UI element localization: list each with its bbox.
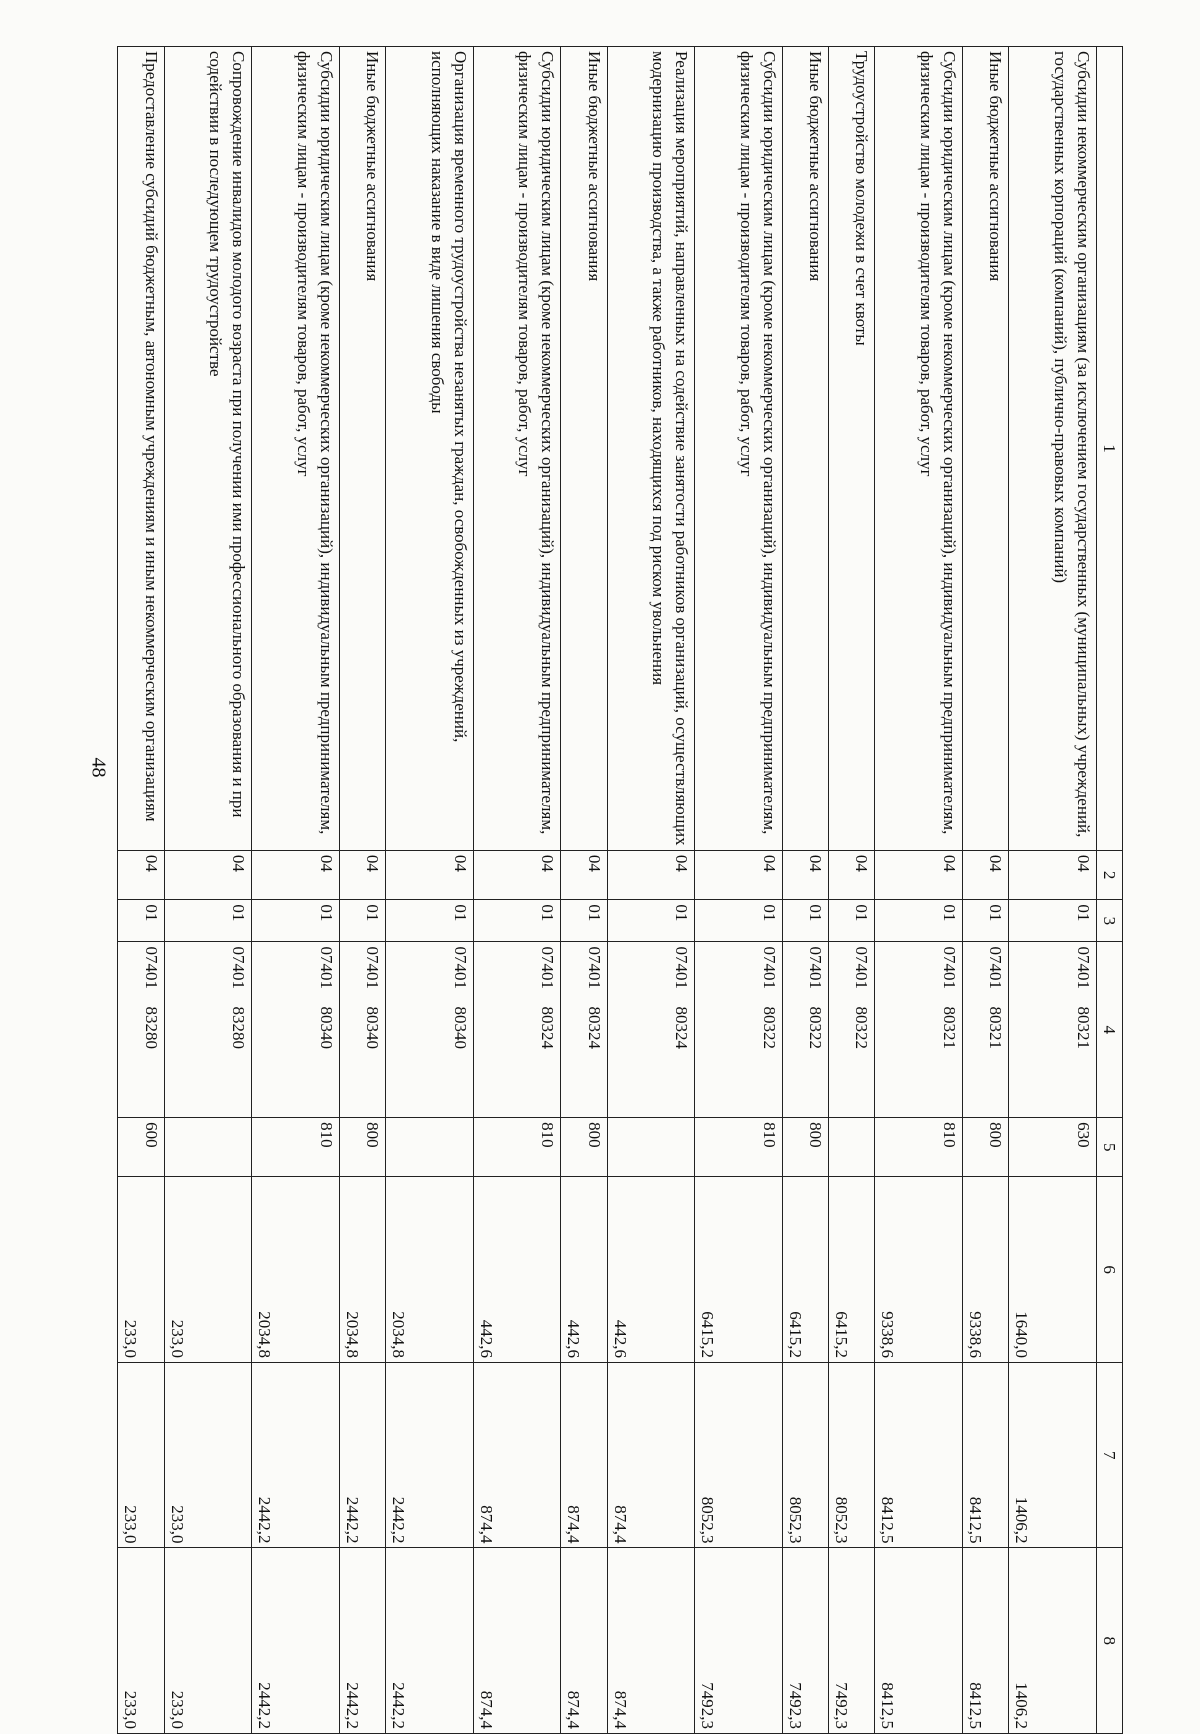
row-amount-7: 2442,2 bbox=[339, 1362, 385, 1548]
row-program-code: 07401 bbox=[363, 946, 383, 989]
row-expense-type: 810 bbox=[473, 1118, 561, 1177]
row-target-article bbox=[695, 942, 783, 1118]
row-name: Иные бюджетные ассигнования bbox=[339, 47, 385, 851]
table-row bbox=[386, 47, 474, 1734]
row-amount-8: 7492,3 bbox=[695, 1548, 783, 1734]
table-row bbox=[1009, 47, 1097, 1734]
row-amount-7: 8052,3 bbox=[695, 1362, 783, 1548]
row-program-code: 07401 bbox=[806, 946, 826, 989]
table-row bbox=[252, 47, 340, 1734]
row-subsection: 01 bbox=[386, 900, 474, 942]
row-section: 04 bbox=[386, 850, 474, 899]
row-name: Иные бюджетные ассигнования bbox=[782, 47, 828, 851]
row-amount-8: 1406,2 bbox=[1009, 1548, 1097, 1734]
row-direction-code: 80321 bbox=[986, 1006, 1006, 1049]
row-program-code: 07401 bbox=[852, 946, 872, 989]
row-target-article bbox=[875, 942, 963, 1118]
row-amount-8: 874,4 bbox=[561, 1548, 607, 1734]
row-expense-type bbox=[607, 1118, 695, 1177]
row-subsection: 01 bbox=[561, 900, 607, 942]
row-subsection: 01 bbox=[1009, 900, 1097, 942]
row-section: 04 bbox=[1009, 850, 1097, 899]
row-name: Субсидии юридическим лицам (кроме некоммерческих организаций), индивидуальным предпринимателям, физическим лицам - производителям товаров, работ, услуг bbox=[875, 47, 963, 851]
row-direction-code: 80340 bbox=[450, 1006, 470, 1049]
row-target-article bbox=[118, 942, 165, 1118]
row-expense-type bbox=[829, 1118, 875, 1177]
row-direction-code: 80322 bbox=[852, 1006, 872, 1049]
row-expense-type: 800 bbox=[963, 1118, 1009, 1177]
row-section: 04 bbox=[875, 850, 963, 899]
row-section: 04 bbox=[782, 850, 828, 899]
row-direction-code: 80340 bbox=[316, 1006, 336, 1049]
row-amount-6: 1640,0 bbox=[1009, 1177, 1097, 1363]
row-direction-code: 80324 bbox=[584, 1006, 604, 1049]
row-amount-8: 7492,3 bbox=[829, 1548, 875, 1734]
row-program-code: 07401 bbox=[141, 946, 161, 989]
table-row bbox=[782, 47, 828, 1734]
row-name: Субсидии юридическим лицам (кроме некоммерческих организаций), индивидуальным предпринимателям, физическим лицам - производителям товаров, работ, услуг bbox=[695, 47, 783, 851]
row-target-article bbox=[339, 942, 385, 1118]
row-program-code: 07401 bbox=[672, 946, 692, 989]
row-expense-type bbox=[164, 1118, 252, 1177]
row-amount-7: 874,4 bbox=[607, 1362, 695, 1548]
row-target-article bbox=[963, 942, 1009, 1118]
row-section: 04 bbox=[607, 850, 695, 899]
row-name: Субсидии некоммерческим организациям (за исключением государственных (муниципальных) учреждений, государственных корпораций (компаний), публично-правовых компаний) bbox=[1009, 47, 1097, 851]
header-row bbox=[1097, 47, 1123, 1734]
header-cell-5: 5 bbox=[1097, 1118, 1123, 1177]
row-target-article bbox=[386, 942, 474, 1118]
row-subsection: 01 bbox=[875, 900, 963, 942]
row-name: Субсидии юридическим лицам (кроме некоммерческих организаций), индивидуальным предпринимателям, физическим лицам - производителям товаров, работ, услуг bbox=[252, 47, 340, 851]
row-name: Организация временного трудоустройства незанятых граждан, освобожденных из учреждений, исполняющих наказание в виде лишения свободы bbox=[386, 47, 474, 851]
row-program-code: 07401 bbox=[1074, 946, 1093, 989]
row-subsection: 01 bbox=[963, 900, 1009, 942]
row-direction-code: 80322 bbox=[806, 1006, 826, 1049]
row-amount-7: 874,4 bbox=[473, 1362, 561, 1548]
row-name: Реализация мероприятий, направленных на содействие занятости работников организаций, осуществляющих модернизацию производства, а также работников, находящихся под риском увольнения bbox=[607, 47, 695, 851]
row-name: Иные бюджетные ассигнования bbox=[963, 47, 1009, 851]
row-expense-type: 810 bbox=[875, 1118, 963, 1177]
row-amount-8: 2442,2 bbox=[339, 1548, 385, 1734]
row-amount-6: 6415,2 bbox=[782, 1177, 828, 1363]
row-amount-6: 442,6 bbox=[473, 1177, 561, 1363]
row-program-code: 07401 bbox=[229, 946, 249, 989]
row-amount-6: 442,6 bbox=[561, 1177, 607, 1363]
header-cell-7: 7 bbox=[1097, 1362, 1123, 1548]
row-amount-8: 233,0 bbox=[164, 1548, 252, 1734]
row-direction-code: 80324 bbox=[538, 1006, 558, 1049]
row-target-article bbox=[473, 942, 561, 1118]
row-section: 04 bbox=[118, 850, 165, 899]
row-amount-7: 2442,2 bbox=[386, 1362, 474, 1548]
row-expense-type: 600 bbox=[118, 1118, 165, 1177]
row-program-code: 07401 bbox=[759, 946, 779, 989]
row-amount-6: 442,6 bbox=[607, 1177, 695, 1363]
row-target-article bbox=[1009, 942, 1097, 1118]
row-program-code: 07401 bbox=[940, 946, 960, 989]
table-row bbox=[695, 47, 783, 1734]
row-subsection: 01 bbox=[252, 900, 340, 942]
row-name: Иные бюджетные ассигнования bbox=[561, 47, 607, 851]
row-direction-code: 80322 bbox=[759, 1006, 779, 1049]
row-target-article bbox=[561, 942, 607, 1118]
row-amount-6: 9338,6 bbox=[963, 1177, 1009, 1363]
table-row bbox=[963, 47, 1009, 1734]
row-amount-6: 6415,2 bbox=[695, 1177, 783, 1363]
row-target-article bbox=[607, 942, 695, 1118]
budget-table bbox=[117, 46, 1123, 1734]
row-expense-type bbox=[386, 1118, 474, 1177]
row-target-article bbox=[252, 942, 340, 1118]
table-row bbox=[875, 47, 963, 1734]
table-row bbox=[164, 47, 252, 1734]
row-amount-6: 233,0 bbox=[164, 1177, 252, 1363]
row-amount-6: 233,0 bbox=[118, 1177, 165, 1363]
row-amount-7: 8412,5 bbox=[875, 1362, 963, 1548]
row-amount-8: 874,4 bbox=[473, 1548, 561, 1734]
header-cell-4: 4 bbox=[1097, 942, 1123, 1118]
row-subsection: 01 bbox=[339, 900, 385, 942]
row-name: Субсидии юридическим лицам (кроме некоммерческих организаций), индивидуальным предпринимателям, физическим лицам - производителям товаров, работ, услуг bbox=[473, 47, 561, 851]
row-name: Сопровождение инвалидов молодого возраста при получении ими профессионального образования и при содействии в последующем трудоустройстве bbox=[164, 47, 252, 851]
header-cell-2: 2 bbox=[1097, 850, 1123, 899]
row-amount-7: 874,4 bbox=[561, 1362, 607, 1548]
row-section: 04 bbox=[695, 850, 783, 899]
row-amount-7: 233,0 bbox=[164, 1362, 252, 1548]
row-amount-8: 8412,5 bbox=[963, 1548, 1009, 1734]
row-amount-6: 2034,8 bbox=[339, 1177, 385, 1363]
row-amount-7: 8052,3 bbox=[829, 1362, 875, 1548]
row-program-code: 07401 bbox=[316, 946, 336, 989]
table-row bbox=[607, 47, 695, 1734]
row-target-article bbox=[782, 942, 828, 1118]
row-amount-6: 2034,8 bbox=[386, 1177, 474, 1363]
row-subsection: 01 bbox=[607, 900, 695, 942]
row-target-article bbox=[829, 942, 875, 1118]
row-section: 04 bbox=[473, 850, 561, 899]
row-section: 04 bbox=[561, 850, 607, 899]
row-expense-type: 800 bbox=[782, 1118, 828, 1177]
row-name: Трудоустройство молодежи в счет квоты bbox=[829, 47, 875, 851]
header-cell-1: 1 bbox=[1097, 47, 1123, 851]
row-program-code: 07401 bbox=[986, 946, 1006, 989]
row-amount-8: 2442,2 bbox=[386, 1548, 474, 1734]
row-amount-8: 8412,5 bbox=[875, 1548, 963, 1734]
row-expense-type: 630 bbox=[1009, 1118, 1097, 1177]
row-expense-type: 810 bbox=[252, 1118, 340, 1177]
row-target-article bbox=[164, 942, 252, 1118]
row-section: 04 bbox=[829, 850, 875, 899]
row-amount-8: 2442,2 bbox=[252, 1548, 340, 1734]
row-subsection: 01 bbox=[829, 900, 875, 942]
row-section: 04 bbox=[164, 850, 252, 899]
row-direction-code: 80324 bbox=[672, 1006, 692, 1049]
table-row bbox=[339, 47, 385, 1734]
row-amount-8: 233,0 bbox=[118, 1548, 165, 1734]
row-direction-code: 83280 bbox=[141, 1006, 161, 1049]
row-program-code: 07401 bbox=[450, 946, 470, 989]
row-amount-6: 6415,2 bbox=[829, 1177, 875, 1363]
row-name: Предоставление субсидий бюджетным, автономным учреждениям и иным некоммерческим организациям bbox=[118, 47, 165, 851]
row-amount-7: 1406,2 bbox=[1009, 1362, 1097, 1548]
header-cell-8: 8 bbox=[1097, 1548, 1123, 1734]
row-amount-7: 8052,3 bbox=[782, 1362, 828, 1548]
row-amount-7: 233,0 bbox=[118, 1362, 165, 1548]
row-subsection: 01 bbox=[782, 900, 828, 942]
row-amount-8: 874,4 bbox=[607, 1548, 695, 1734]
row-subsection: 01 bbox=[695, 900, 783, 942]
row-subsection: 01 bbox=[164, 900, 252, 942]
budget-table-container bbox=[117, 46, 1123, 1734]
table-row bbox=[829, 47, 875, 1734]
row-subsection: 01 bbox=[118, 900, 165, 942]
row-expense-type: 800 bbox=[339, 1118, 385, 1177]
row-amount-6: 9338,6 bbox=[875, 1177, 963, 1363]
row-expense-type: 810 bbox=[695, 1118, 783, 1177]
row-amount-8: 7492,3 bbox=[782, 1548, 828, 1734]
row-program-code: 07401 bbox=[584, 946, 604, 989]
table-row bbox=[473, 47, 561, 1734]
row-direction-code: 80340 bbox=[363, 1006, 383, 1049]
header-cell-6: 6 bbox=[1097, 1177, 1123, 1363]
row-program-code: 07401 bbox=[538, 946, 558, 989]
row-direction-code: 80321 bbox=[1074, 1006, 1093, 1049]
row-section: 04 bbox=[252, 850, 340, 899]
row-section: 04 bbox=[339, 850, 385, 899]
row-amount-7: 2442,2 bbox=[252, 1362, 340, 1548]
row-expense-type: 800 bbox=[561, 1118, 607, 1177]
row-amount-6: 2034,8 bbox=[252, 1177, 340, 1363]
page-number: 48 bbox=[87, 757, 110, 778]
row-section: 04 bbox=[963, 850, 1009, 899]
row-subsection: 01 bbox=[473, 900, 561, 942]
table-row bbox=[118, 47, 165, 1734]
header-cell-3: 3 bbox=[1097, 900, 1123, 942]
row-direction-code: 83280 bbox=[229, 1006, 249, 1049]
table-row bbox=[561, 47, 607, 1734]
row-direction-code: 80321 bbox=[940, 1006, 960, 1049]
row-amount-7: 8412,5 bbox=[963, 1362, 1009, 1548]
